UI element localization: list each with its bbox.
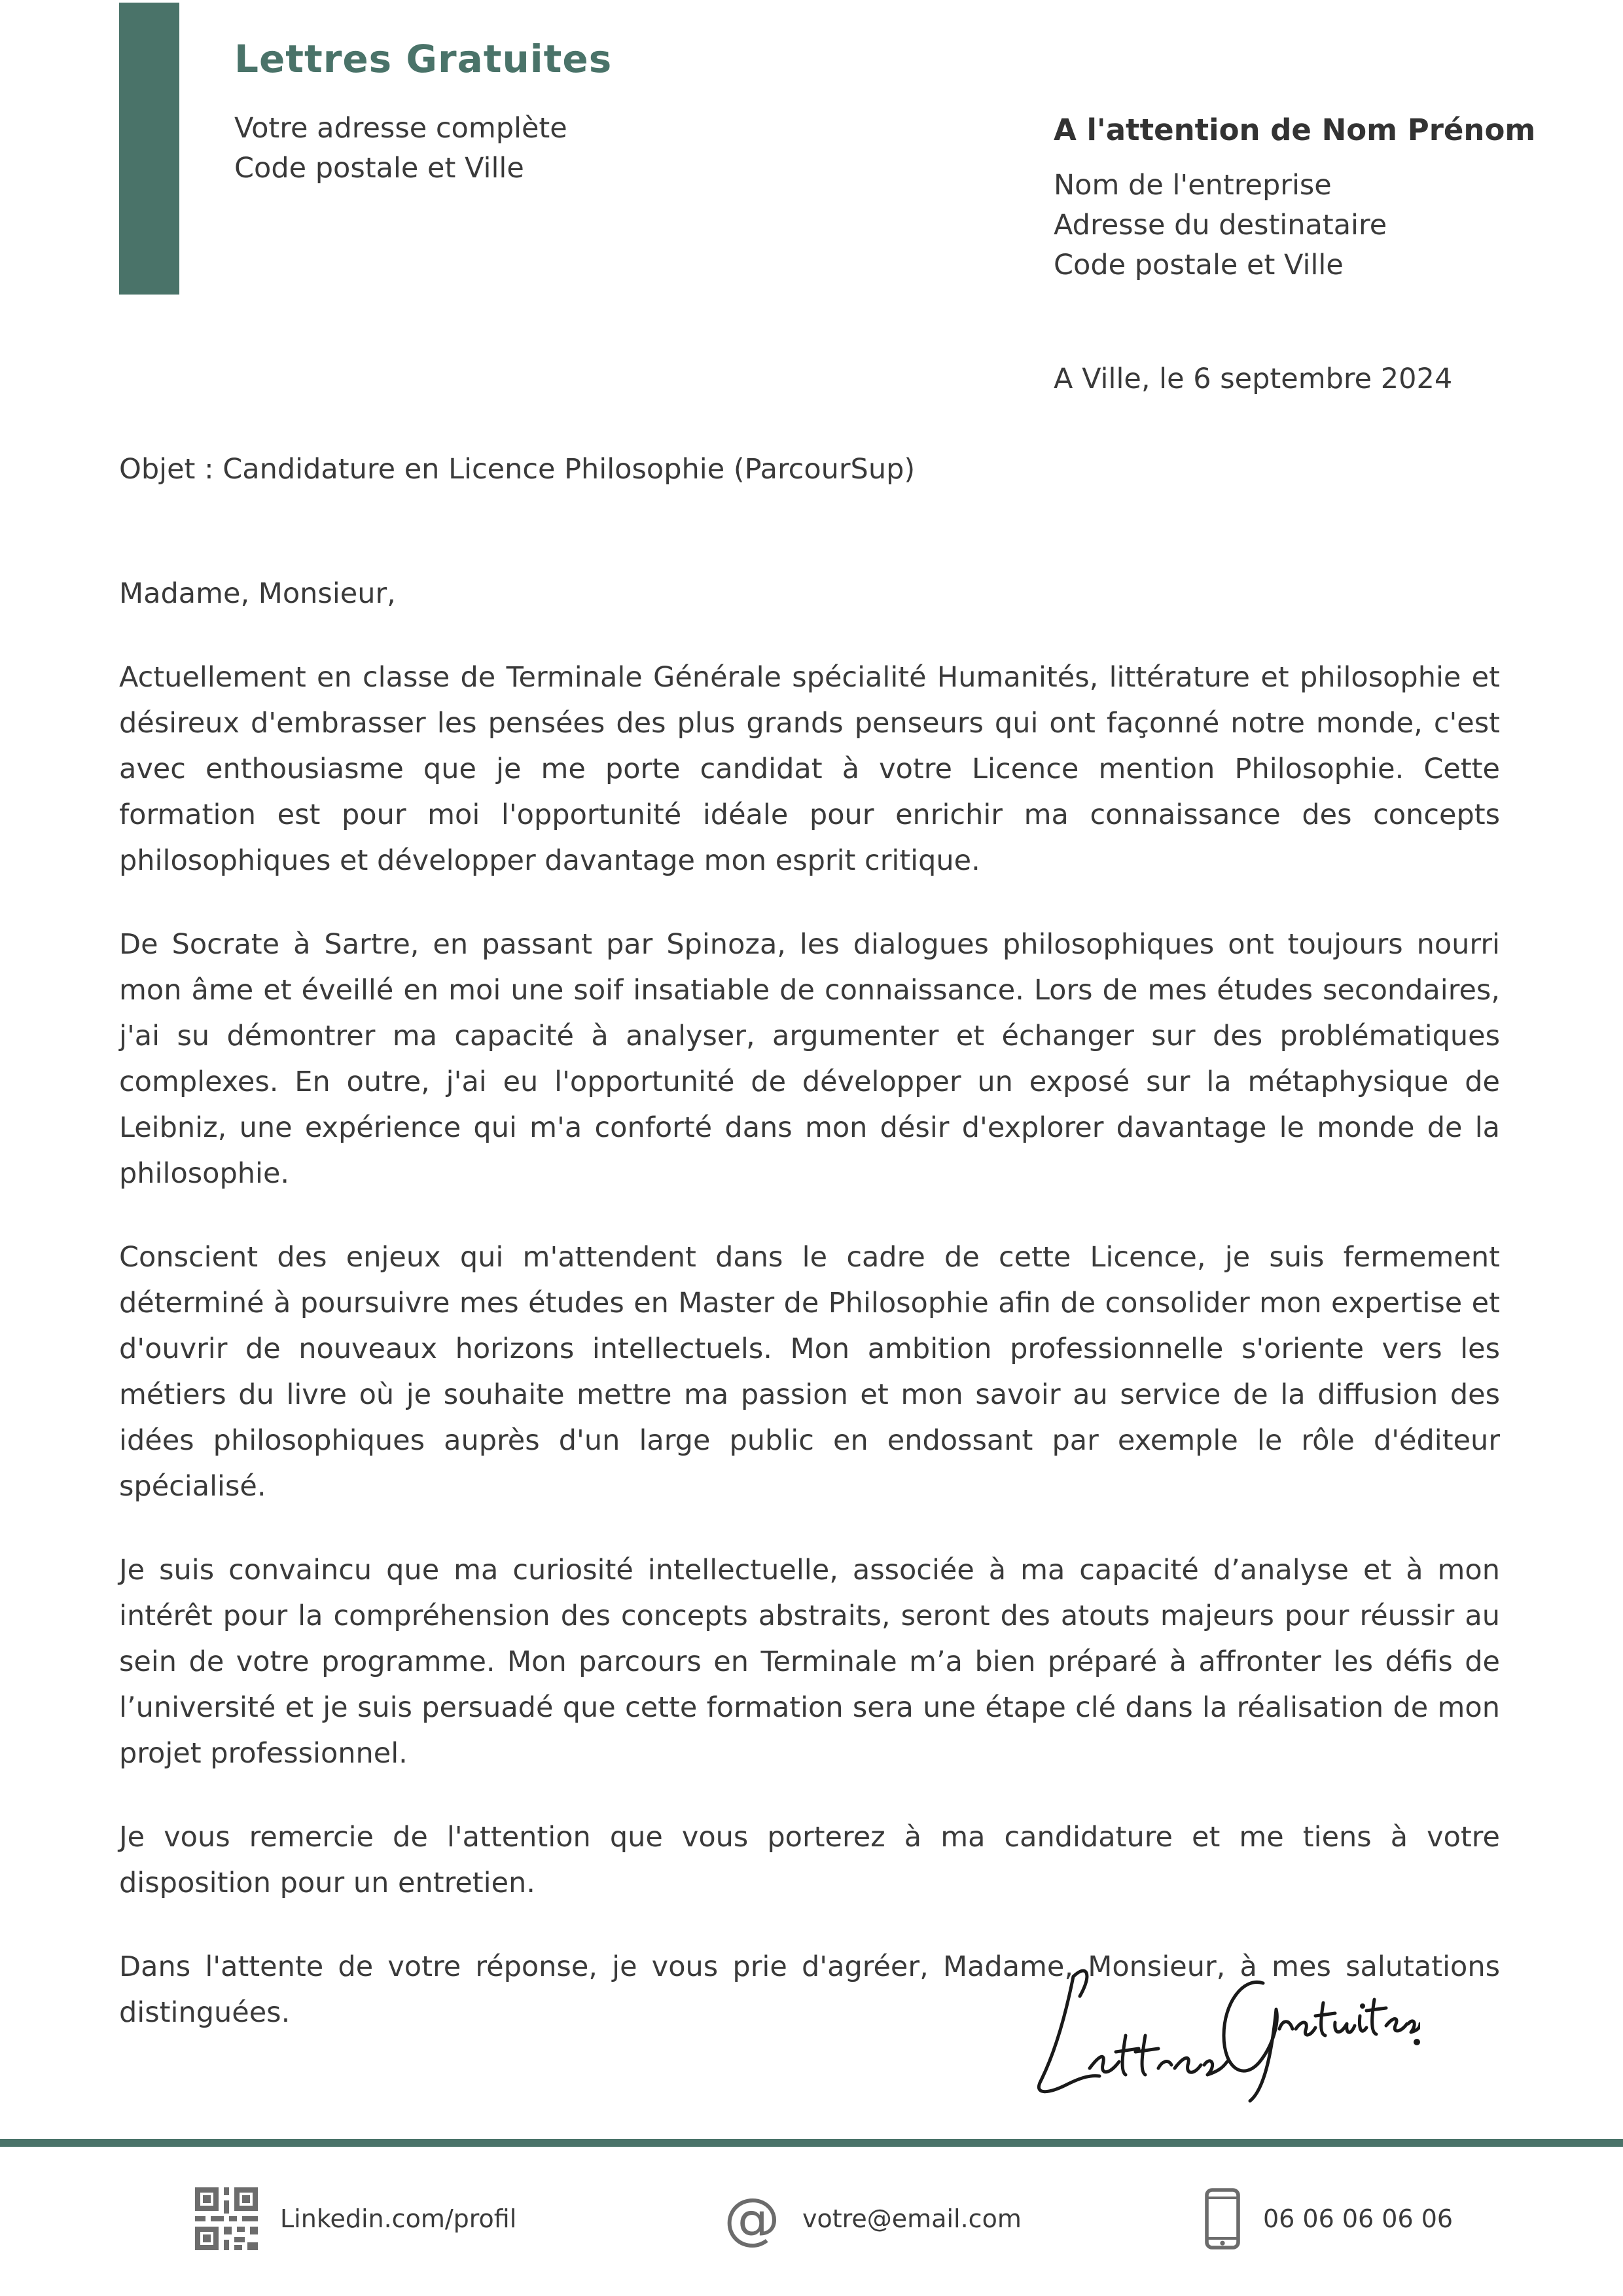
recipient-attention: A l'attention de Nom Prénom	[1054, 113, 1536, 147]
email-link[interactable]: votre@email.com	[802, 2204, 1022, 2233]
at-sign-icon: @	[724, 2186, 780, 2251]
sender-address	[234, 109, 567, 188]
sender-address-line1: Votre adresse complète	[234, 112, 567, 145]
recipient-company: Nom de l'entreprise	[1054, 169, 1332, 202]
recipient-block	[1054, 113, 1535, 285]
paragraph-2: De Socrate à Sartre, en passant par Spinoza, les dialogues philosophiques ont toujours nourri mon âme et éveillé en moi une soif insatiable de connaissance. Lors de mes études secondaires, j'ai su démontrer ma capacité à analyser, argumenter et échanger sur des problématiques complexes. En outre, j'ai eu l'opportunité de développer un exposé sur la métaphysique de Leibniz, une expérience qui m'a conforté dans mon désir d'explorer davantage le monde de la philosophie.	[119, 928, 1500, 1190]
footer-phone[interactable]	[1204, 2186, 1453, 2251]
recipient-address: Adresse du destinataire	[1054, 209, 1387, 242]
qr-code-icon	[195, 2187, 258, 2250]
letter-body	[119, 571, 1500, 2073]
phone-number[interactable]: 06 06 06 06 06	[1263, 2204, 1454, 2233]
salutation: Madame, Monsieur,	[119, 577, 396, 610]
paragraph-4: Je suis convaincu que ma curiosité intellectuelle, associée à ma capacité d’analyse et à mon intérêt pour la compréhension des concepts abstraits, seront des atouts majeurs pour réussir au sein de votre programme. Mon parcours en Terminale m’a bien préparé à affronter les défis de l’université et je suis persuadé que cette formation sera une étape clé dans la réalisation de mon projet professionnel.	[119, 1554, 1500, 1770]
recipient-city: Code postale et Ville	[1054, 249, 1344, 281]
paragraph-1: Actuellement en classe de Terminale Générale spécialité Humanités, littérature et philosophie et désireux d'embrasser les pensées des plus grands penseurs qui ont façonné notre monde, c'est avec enthousiasme que je me porte candidat à votre Licence mention Philosophie. Cette formation est pour moi l'opportunité idéale pour enrichir ma connaissance des concepts philosophiques et développer davantage mon esprit critique.	[119, 661, 1500, 877]
date-line: A Ville, le 6 septembre 2024	[1054, 363, 1453, 395]
signature	[1027, 1937, 1420, 2108]
footer-linkedin[interactable]	[195, 2186, 516, 2251]
paragraph-6: Dans l'attente de votre réponse, je vous prie d'agréer, Madame, Monsieur, à mes salutations distinguées.	[119, 1950, 1500, 2029]
sender-name: Lettres Gratuites	[234, 37, 613, 81]
footer-email[interactable]	[724, 2186, 1022, 2251]
paragraph-3: Conscient des enjeux qui m'attendent dans le cadre de cette Licence, je suis fermement déterminé à poursuivre mes études en Master de Philosophie afin de consolider mon expertise et d'ouvrir de nouveaux horizons intellectuels. Mon ambition professionnelle s'oriente vers les métiers du livre où je souhaite mettre ma passion et mon savoir au service de la diffusion des idées philosophiques auprès d'un large public en endossant par exemple le rôle d'éditeur spécialisé.	[119, 1241, 1500, 1503]
subject-line: Objet : Candidature en Licence Philosophie (ParcourSup)	[119, 453, 916, 486]
phone-icon	[1204, 2187, 1241, 2250]
footer-divider	[0, 2139, 1623, 2147]
sender-address-line2: Code postale et Ville	[234, 152, 524, 185]
linkedin-link[interactable]: Linkedin.com/profil	[280, 2204, 517, 2233]
header-accent-bar	[119, 3, 179, 295]
paragraph-5: Je vous remercie de l'attention que vous porterez à ma candidature et me tiens à votre disposition pour un entretien.	[119, 1821, 1500, 1899]
